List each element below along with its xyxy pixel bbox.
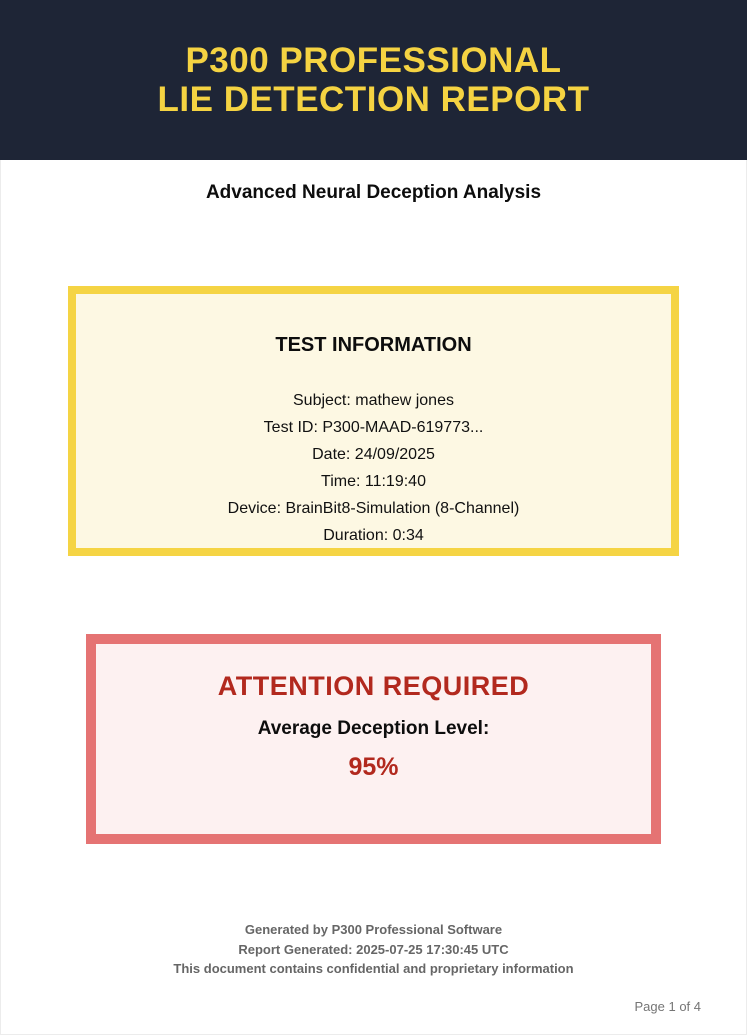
deception-level-value: 95%: [348, 753, 399, 781]
test-info-line-test-id: Test ID: P300-MAAD-619773...: [263, 419, 484, 436]
report-subtitle: Advanced Neural Deception Analysis: [205, 182, 542, 203]
attention-heading: ATTENTION REQUIRED: [217, 671, 530, 701]
attention-box: [86, 634, 661, 844]
page-number: Page 1 of 4: [634, 998, 701, 1014]
test-info-box: [68, 286, 679, 556]
report-title-line1: P300 PROFESSIONAL: [185, 41, 562, 80]
test-info-lines: [76, 387, 671, 549]
deception-level-label: Average Deception Level:: [257, 718, 490, 739]
footer-line-generated-by: Generated by P300 Professional Software: [244, 922, 503, 937]
report-title: [158, 41, 590, 119]
footer-line-confidential: This document contains confidential and proprietary information: [173, 961, 574, 976]
footer-line-report-generated: Report Generated: 2025-07-25 17:30:45 UTC: [238, 941, 509, 957]
test-info-heading: TEST INFORMATION: [275, 334, 472, 356]
test-info-line-date: Date: 24/09/2025: [312, 446, 435, 463]
report-title-line2: LIE DETECTION REPORT: [157, 80, 590, 119]
test-info-line-subject: Subject: mathew jones: [293, 392, 454, 409]
test-info-line-duration: Duration: 0:34: [323, 527, 424, 544]
report-footer: [0, 920, 747, 979]
report-header: [0, 0, 747, 160]
test-info-line-device: Device: BrainBit8-Simulation (8-Channel): [227, 500, 520, 517]
test-info-line-time: Time: 11:19:40: [321, 473, 426, 490]
